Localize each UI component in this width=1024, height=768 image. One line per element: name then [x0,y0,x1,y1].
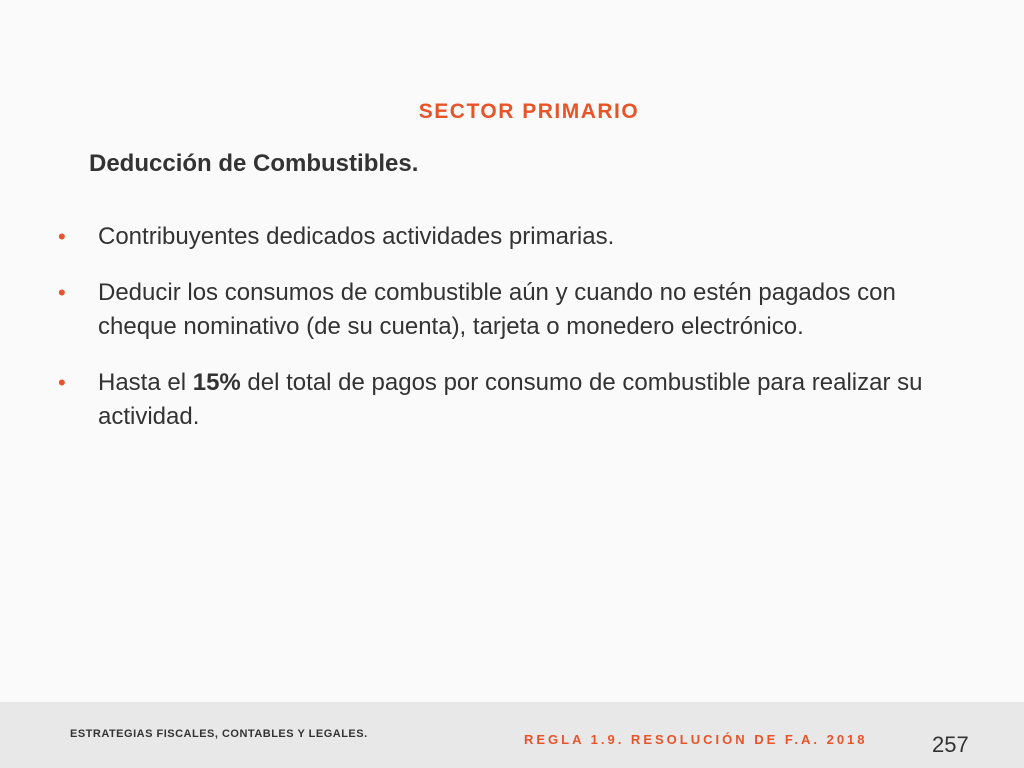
bullet-item [58,220,978,254]
bullet-text-pre: Hasta el [98,369,193,396]
bullet-text: Contribuyentes dedicados actividades primarias. [98,223,615,250]
slide-subtitle: Deducción de Combustibles. [89,150,419,177]
footer-bar [0,702,1024,768]
page-number: 257 [932,732,969,757]
bullet-text: Deducir los consumos de combustible aún y cuando no estén pagados con cheque nominativo (de su cuenta), tarjeta o monedero electrónico. [98,279,896,340]
bullet-list [58,220,978,456]
bullet-dot-icon: • [58,224,66,249]
bullet-text-post: del total de pagos por consumo de combustible para realizar su actividad. [98,369,923,430]
bullet-item [58,366,978,434]
bullet-dot-icon: • [58,280,66,305]
section-title: SECTOR PRIMARIO [418,100,640,123]
footer-company-text: ESTRATEGIAS FISCALES, CONTABLES Y LEGALES. [70,728,368,740]
bullet-dot-icon: • [58,370,66,395]
bullet-item [58,276,978,344]
footer-rule-reference: REGLA 1.9. RESOLUCIÓN DE F.A. 2018 [524,732,868,747]
bullet-text-bold: 15% [192,369,241,396]
